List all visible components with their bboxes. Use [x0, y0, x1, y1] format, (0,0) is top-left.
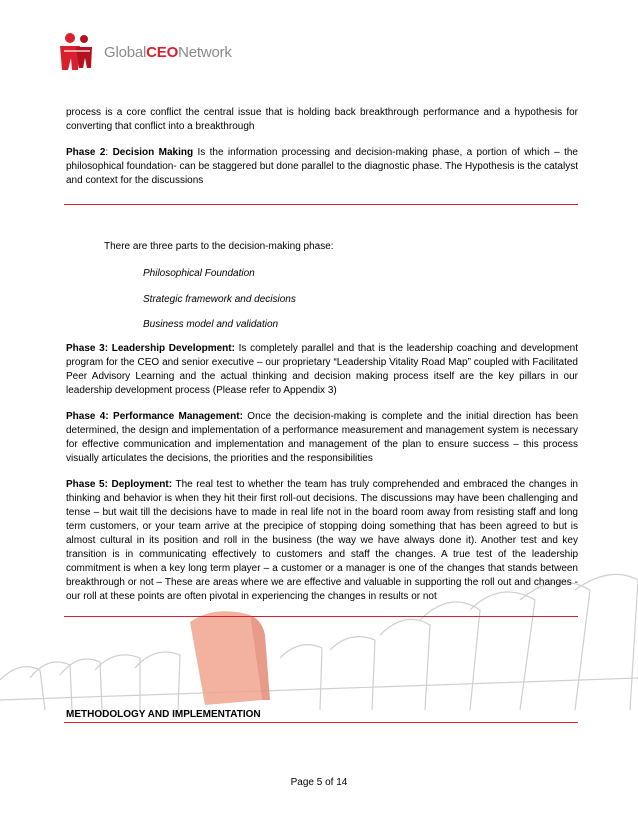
phase-2-paragraph: Phase 2: Decision Making Is the information processing and decision-making phase, a portion of which – the philosophical foundation- can be staggered but done parallel to the diagnostic phase. The Hypothesis is the catalyst and context for the discussions: [66, 147, 578, 186]
decision-part-item: Business model and validation: [143, 319, 279, 330]
people-logo-icon: [58, 30, 98, 74]
phase-4-text: Once the decision-making is complete and the initial direction has been determined, the design and implementation of a performance measurement and management system is necessary for effective communication and implementation and management of the plan to ensure success – this process visually articulates the decisions, the priorities and the responsibilities: [66, 411, 579, 464]
decision-parts-intro: There are three parts to the decision-making phase:: [104, 241, 334, 252]
divider-rule: [64, 204, 578, 205]
global-ceo-network-logo: [58, 30, 232, 74]
divider-rule: [64, 616, 578, 617]
phase-5-title: Phase 5: Deployment:: [66, 479, 173, 490]
phase-3-text: Is completely parallel and that is the leadership coaching and development program for the CEO and senior executive – our proprietary “Leadership Vitality Road Map” coupled with Facilitated Peer Advisory Learning and the actual thinking and decision making process itself are the key pillars in our leadership development process (Please refer to Appendix 3): [66, 343, 578, 396]
lower-body: [66, 342, 578, 616]
phase-2-label: Phase 2: [66, 147, 106, 158]
phase-2-text: Is the information processing and decision-making phase, a portion of which – the philosophical foundation- can be staggered but done parallel to the diagnostic phase. The Hypothesis is the catalyst and context for the discussions: [66, 147, 578, 186]
decision-part-item: Strategic framework and decisions: [143, 294, 296, 305]
phase-4-paragraph: [66, 410, 578, 466]
phase-3-title: Phase 3: Leadership Development:: [66, 343, 235, 354]
phase-3-paragraph: [66, 342, 578, 398]
upper-body: [66, 106, 578, 200]
continuation-paragraph: process is a core conflict the central issue that is holding back breakthrough performance and a hypothesis for converting that conflict into a breakthrough: [66, 107, 578, 132]
phase-5-paragraph: [66, 478, 578, 604]
phase-4-title: Phase 4: Performance Management:: [66, 411, 243, 422]
section-title: METHODOLOGY AND IMPLEMENTATION: [66, 709, 261, 720]
page-number: Page 5 of 14: [290, 777, 348, 788]
phase-2-title: Decision Making: [112, 147, 194, 158]
footer-rule: [64, 722, 578, 723]
phase-5-text: The real test to whether the team has truly comprehended and embraced the changes in thinking and behavior is when they hit their first roll-out decisions. The discussions may have been challenging and tense – but wait till the decisions have to made in real life not in the board room away from resisting staff and long term customers, or your team arrive at the precipice of stopping doing something that has been agreed to but is almost cultural in its position and roll in the business (the way we have always done it). Another test and key transition is in communicating effectively to customers and staff the changes. A true test of the leadership commitment is when a key long term player – a customer or a manager is one of the changes that stands between breakthrough or not – These are areas where we are effective and valuable in supporting the roll out and changes - our roll at these points are often pivotal in experiencing the changes in results or not: [66, 479, 578, 602]
decision-part-item: Philosophical Foundation: [143, 268, 255, 279]
logo-wordmark: GlobalCEONetwork: [104, 43, 232, 61]
